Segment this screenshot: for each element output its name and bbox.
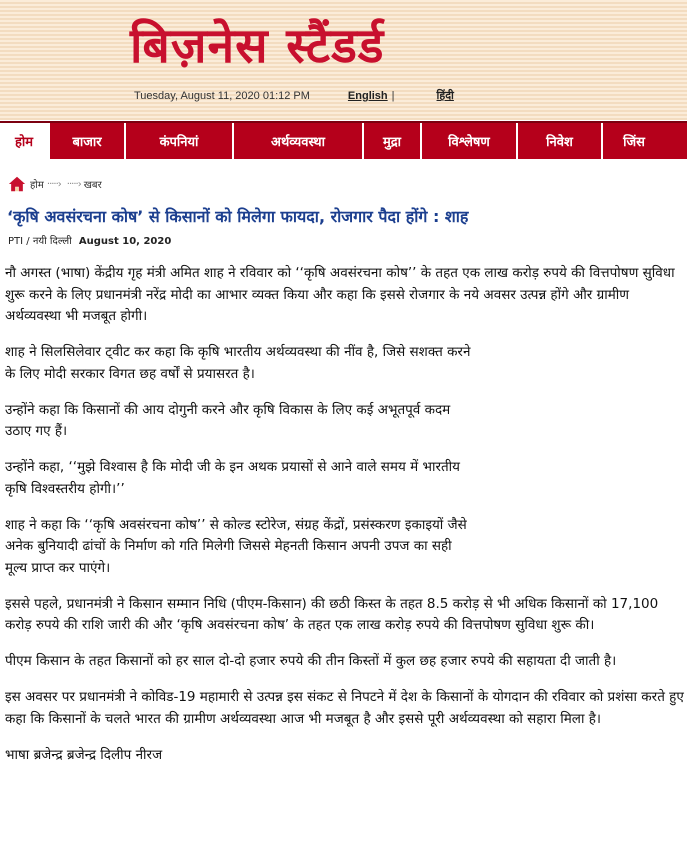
article-paragraph: नौ अगस्त (भाषा) केंद्रीय गृह मंत्री अमित शाह ने रविवार को ‘‘कृषि अवसंरचना कोष’’ के तहत एक लाख करोड़ रुपये की वित्तपोषण सुविधा शुरू करने के लिए प्रधानमंत्री नरेंद्र मोदी का आभार व्यक्त किया और कहा कि इससे रोजगार के नये अवसर उत्पन्न होंगे और ग्रामीण अर्थव्यवस्था भी मजबूत होगी। xyxy=(5,265,675,324)
article-headline: ‘कृषि अवसंरचना कोष’ से किसानों को मिलेगा फायदा, रोजगार पैदा होंगे : शाह xyxy=(7,207,469,226)
nav-item-commodities[interactable]: जिंस xyxy=(623,135,645,150)
breadcrumb-current: खबर xyxy=(83,180,102,191)
dateline xyxy=(134,88,454,103)
article-paragraph: पीएम किसान के तहत किसानों को हर साल दो-दो हजार रुपये की तीन किस्तों में कुल छह हजार रुपये की सहायता दी जाती है। xyxy=(5,653,617,669)
nav-item-investment[interactable]: निवेश xyxy=(518,123,603,159)
article-paragraph: इससे पहले, प्रधानमंत्री ने किसान सम्मान निधि (पीएम-किसान) की छठी किस्त के तहत 8.5 करोड़ से भी अधिक किसानों को 17,100 करोड़ रुपये की राशि जारी की और ‘कृषि अवसंरचना कोष’ के तहत एक लाख करोड़ रुपये की वित्तपोषण सुविधा शुरू की। xyxy=(5,595,659,633)
nav-item-economy[interactable]: अर्थव्यवस्था xyxy=(234,123,364,159)
hindi-link[interactable]: हिंदी xyxy=(436,90,454,102)
article-signoff: भाषा ब्रजेन्द्र ब्रजेन्द्र दिलीप नीरज xyxy=(5,746,163,763)
site-logo[interactable]: बिज़नेस स्टैंडर्ड xyxy=(130,18,385,74)
nav-item-currency[interactable]: मुद्रा xyxy=(364,123,422,159)
home-icon[interactable] xyxy=(8,175,26,193)
article-paragraph: शाह ने सिलसिलेवार ट्वीट कर कहा कि कृषि भारतीय अर्थव्यवस्था की नींव है, जिसे सशक्त करने के लिए मोदी सरकार विगत छह वर्षों से प्रयासरत है। xyxy=(5,344,471,382)
article-paragraph: उन्होंने कहा कि किसानों की आय दोगुनी करने और कृषि विकास के लिए कई अभूतपूर्व कदम उठाए गए हैं। xyxy=(5,401,451,439)
article-body xyxy=(5,263,685,781)
language-separator: | xyxy=(391,90,395,102)
english-link[interactable]: English xyxy=(347,90,388,102)
nav-item-home[interactable]: होम xyxy=(0,123,50,159)
masthead xyxy=(0,0,687,120)
current-date-time: Tuesday, August 11, 2020 01:12 PM xyxy=(134,90,310,102)
nav-item-markets[interactable]: बाजार xyxy=(50,123,126,159)
breadcrumb-separator: ·····› xyxy=(46,178,61,190)
breadcrumb-home[interactable]: होम xyxy=(30,180,44,191)
article-source: PTI / नयी दिल्ली xyxy=(8,236,72,247)
breadcrumb-separator: ·····› xyxy=(66,178,81,190)
article-date: August 10, 2020 xyxy=(78,236,172,247)
main-nav xyxy=(0,121,687,159)
nav-item-companies[interactable]: कंपनियां xyxy=(126,123,234,159)
article-paragraph: शाह ने कहा कि ‘‘कृषि अवसंरचना कोष’’ से कोल्ड स्टोरेज, संग्रह केंद्रों, प्रसंस्करण इकाइयों जैसे अनेक बुनियादी ढांचों के निर्माण को गति मिलेगी जिससे मेहनती किसान अपनी उपज का सही मूल्य प्राप्त कर पाएंगे। xyxy=(5,516,467,576)
breadcrumb xyxy=(8,174,102,194)
byline xyxy=(8,233,171,247)
article-paragraph: इस अवसर पर प्रधानमंत्री ने कोविड-19 महामारी से उत्पन्न इस संकट से निपटने में देश के किसानों के योगदान की रविवार को प्रशंसा करते हुए कहा कि किसानों के चलते भारत की ग्रामीण अर्थव्यवस्था आज भी मजबूत है और इससे पूरी अर्थव्यवस्था को सहारा मिला है। xyxy=(5,689,684,727)
nav-item-analysis[interactable]: विश्लेषण xyxy=(422,123,518,159)
article-paragraph: उन्होंने कहा, ‘‘मुझे विश्वास है कि मोदी जी के इन अथक प्रयासों से आने वाले समय में भारतीय कृषि विश्वस्तरीय होगी।’’ xyxy=(5,459,461,497)
